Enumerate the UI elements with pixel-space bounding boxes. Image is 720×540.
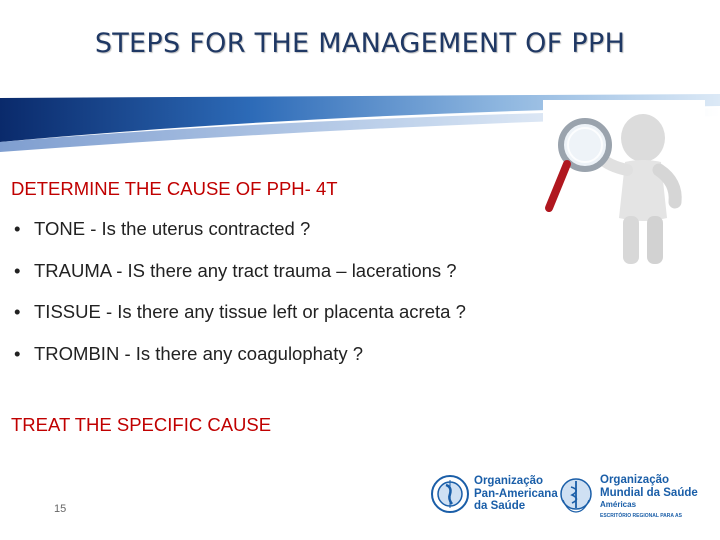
list-item (14, 218, 466, 260)
paho-line1: Organização (474, 475, 544, 488)
bullet-text: TROMBIN - Is there any coagulophaty ? (34, 342, 364, 364)
who-line1: Organização (600, 474, 670, 486)
page-number: 15 (54, 503, 67, 515)
who-line2: Mundial da Saúde (600, 486, 698, 499)
bullet-marker: • (14, 259, 21, 281)
bullet-text: TISSUE - Is there any tissue left or placenta acreta ? (34, 301, 466, 322)
cause-heading: DETERMINE THE CAUSE OF PPH- 4T (11, 178, 338, 199)
paho-globe-emblem-icon (430, 474, 470, 514)
paho-line3: da Saúde (474, 500, 526, 513)
who-logo (556, 474, 698, 519)
treat-heading: TREAT THE SPECIFIC CAUSE (11, 414, 272, 435)
slide-title: STEPS FOR THE MANAGEMENT OF PPH (94, 28, 626, 59)
bullet-marker: • (14, 301, 21, 322)
paho-logo (430, 474, 558, 514)
list-item (14, 301, 466, 343)
list-item (14, 343, 466, 385)
bullet-text: TRAUMA - IS there any tract trauma – lacerations ? (34, 259, 457, 281)
bullet-marker: • (14, 342, 21, 364)
who-tagline: ESCRITÓRIO REGIONAL PARA AS (600, 512, 682, 519)
bullet-marker: • (14, 218, 21, 239)
cause-list (14, 218, 466, 384)
paho-line2: Pan-Americana (474, 487, 558, 500)
list-item (14, 260, 466, 302)
person-magnifier-icon (543, 100, 705, 270)
bullet-text: TONE - Is the uterus contracted ? (34, 218, 311, 239)
who-line3: Américas (600, 500, 637, 509)
who-emblem-icon (556, 476, 596, 516)
